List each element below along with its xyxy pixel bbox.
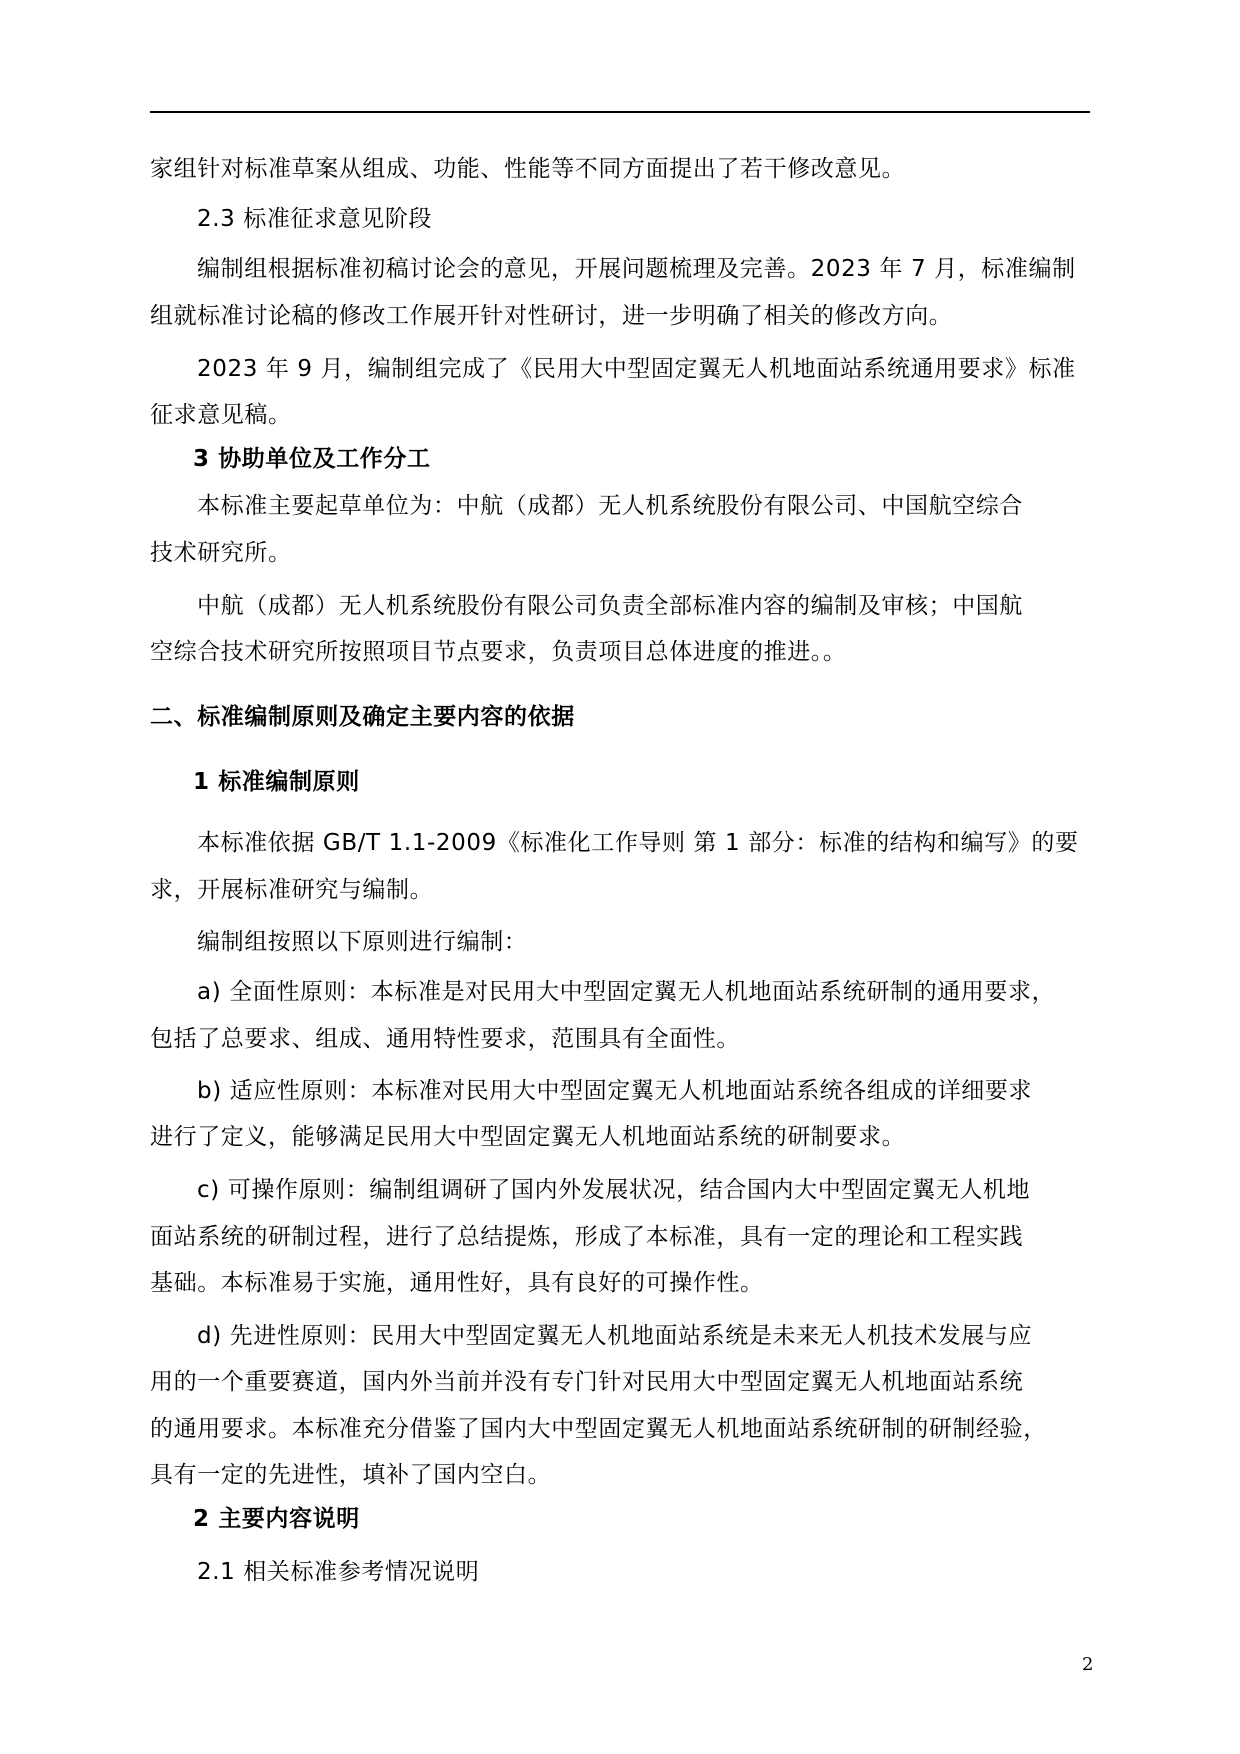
section-heading: 3 协助单位及工作分工	[193, 446, 431, 472]
paragraph-line: 技术研究所。	[150, 540, 292, 566]
paragraph-line: 编制组根据标准初稿讨论会的意见，开展问题梳理及完善。2023 年 7 月，标准编制	[197, 256, 1076, 282]
paragraph-line: 征求意见稿。	[150, 402, 292, 428]
list-item-line: d) 先进性原则：民用大中型固定翼无人机地面站系统是未来无人机技术发展与应	[197, 1323, 1033, 1349]
subsection-heading: 2.3 标准征求意见阶段	[197, 206, 433, 232]
list-item-line: 基础。本标准易于实施，通用性好，具有良好的可操作性。	[150, 1270, 764, 1296]
paragraph-line: 编制组按照以下原则进行编制：	[197, 929, 528, 955]
paragraph-line: 家组针对标准草案从组成、功能、性能等不同方面提出了若干修改意见。	[150, 156, 906, 182]
paragraph-line: 求，开展标准研究与编制。	[150, 877, 434, 903]
list-item-line: c) 可操作原则：编制组调研了国内外发展状况，结合国内大中型固定翼无人机地	[197, 1177, 1031, 1203]
paragraph-line: 空综合技术研究所按照项目节点要求，负责项目总体进度的推进。。	[150, 639, 847, 665]
list-item-line: a) 全面性原则：本标准是对民用大中型固定翼无人机地面站系统研制的通用要求，	[197, 979, 1056, 1005]
document-body	[150, 0, 1090, 1754]
list-item-line: 进行了定义，能够满足民用大中型固定翼无人机地面站系统的研制要求。	[150, 1124, 906, 1150]
chapter-heading: 二、标准编制原则及确定主要内容的依据	[150, 704, 575, 730]
paragraph-line: 本标准依据 GB/T 1.1-2009《标准化工作导则 第 1 部分：标准的结构和编写》的要	[197, 830, 1079, 856]
list-item-line: 具有一定的先进性，填补了国内空白。	[150, 1462, 552, 1488]
paragraph-line: 中航（成都）无人机系统股份有限公司负责全部标准内容的编制及审核；中国航	[197, 593, 1023, 619]
section-heading: 2 主要内容说明	[193, 1506, 360, 1532]
subsection-heading: 2.1 相关标准参考情况说明	[197, 1559, 480, 1585]
paragraph-line: 组就标准讨论稿的修改工作展开针对性研讨，进一步明确了相关的修改方向。	[150, 303, 953, 329]
list-item-line: 面站系统的研制过程，进行了总结提炼，形成了本标准，具有一定的理论和工程实践	[150, 1224, 1024, 1250]
list-item-line: 用的一个重要赛道，国内外当前并没有专门针对民用大中型固定翼无人机地面站系统	[150, 1369, 1024, 1395]
section-heading: 1 标准编制原则	[193, 769, 360, 795]
paragraph-line: 2023 年 9 月，编制组完成了《民用大中型固定翼无人机地面站系统通用要求》标准	[197, 356, 1076, 382]
page-number: 2	[1082, 1654, 1094, 1675]
list-item-line: 包括了总要求、组成、通用特性要求，范围具有全面性。	[150, 1026, 740, 1052]
list-item-line: 的通用要求。本标准充分借鉴了国内大中型固定翼无人机地面站系统研制的研制经验，	[150, 1416, 1047, 1442]
list-item-line: b) 适应性原则：本标准对民用大中型固定翼无人机地面站系统各组成的详细要求	[197, 1078, 1033, 1104]
paragraph-line: 本标准主要起草单位为：中航（成都）无人机系统股份有限公司、中国航空综合	[197, 493, 1023, 519]
